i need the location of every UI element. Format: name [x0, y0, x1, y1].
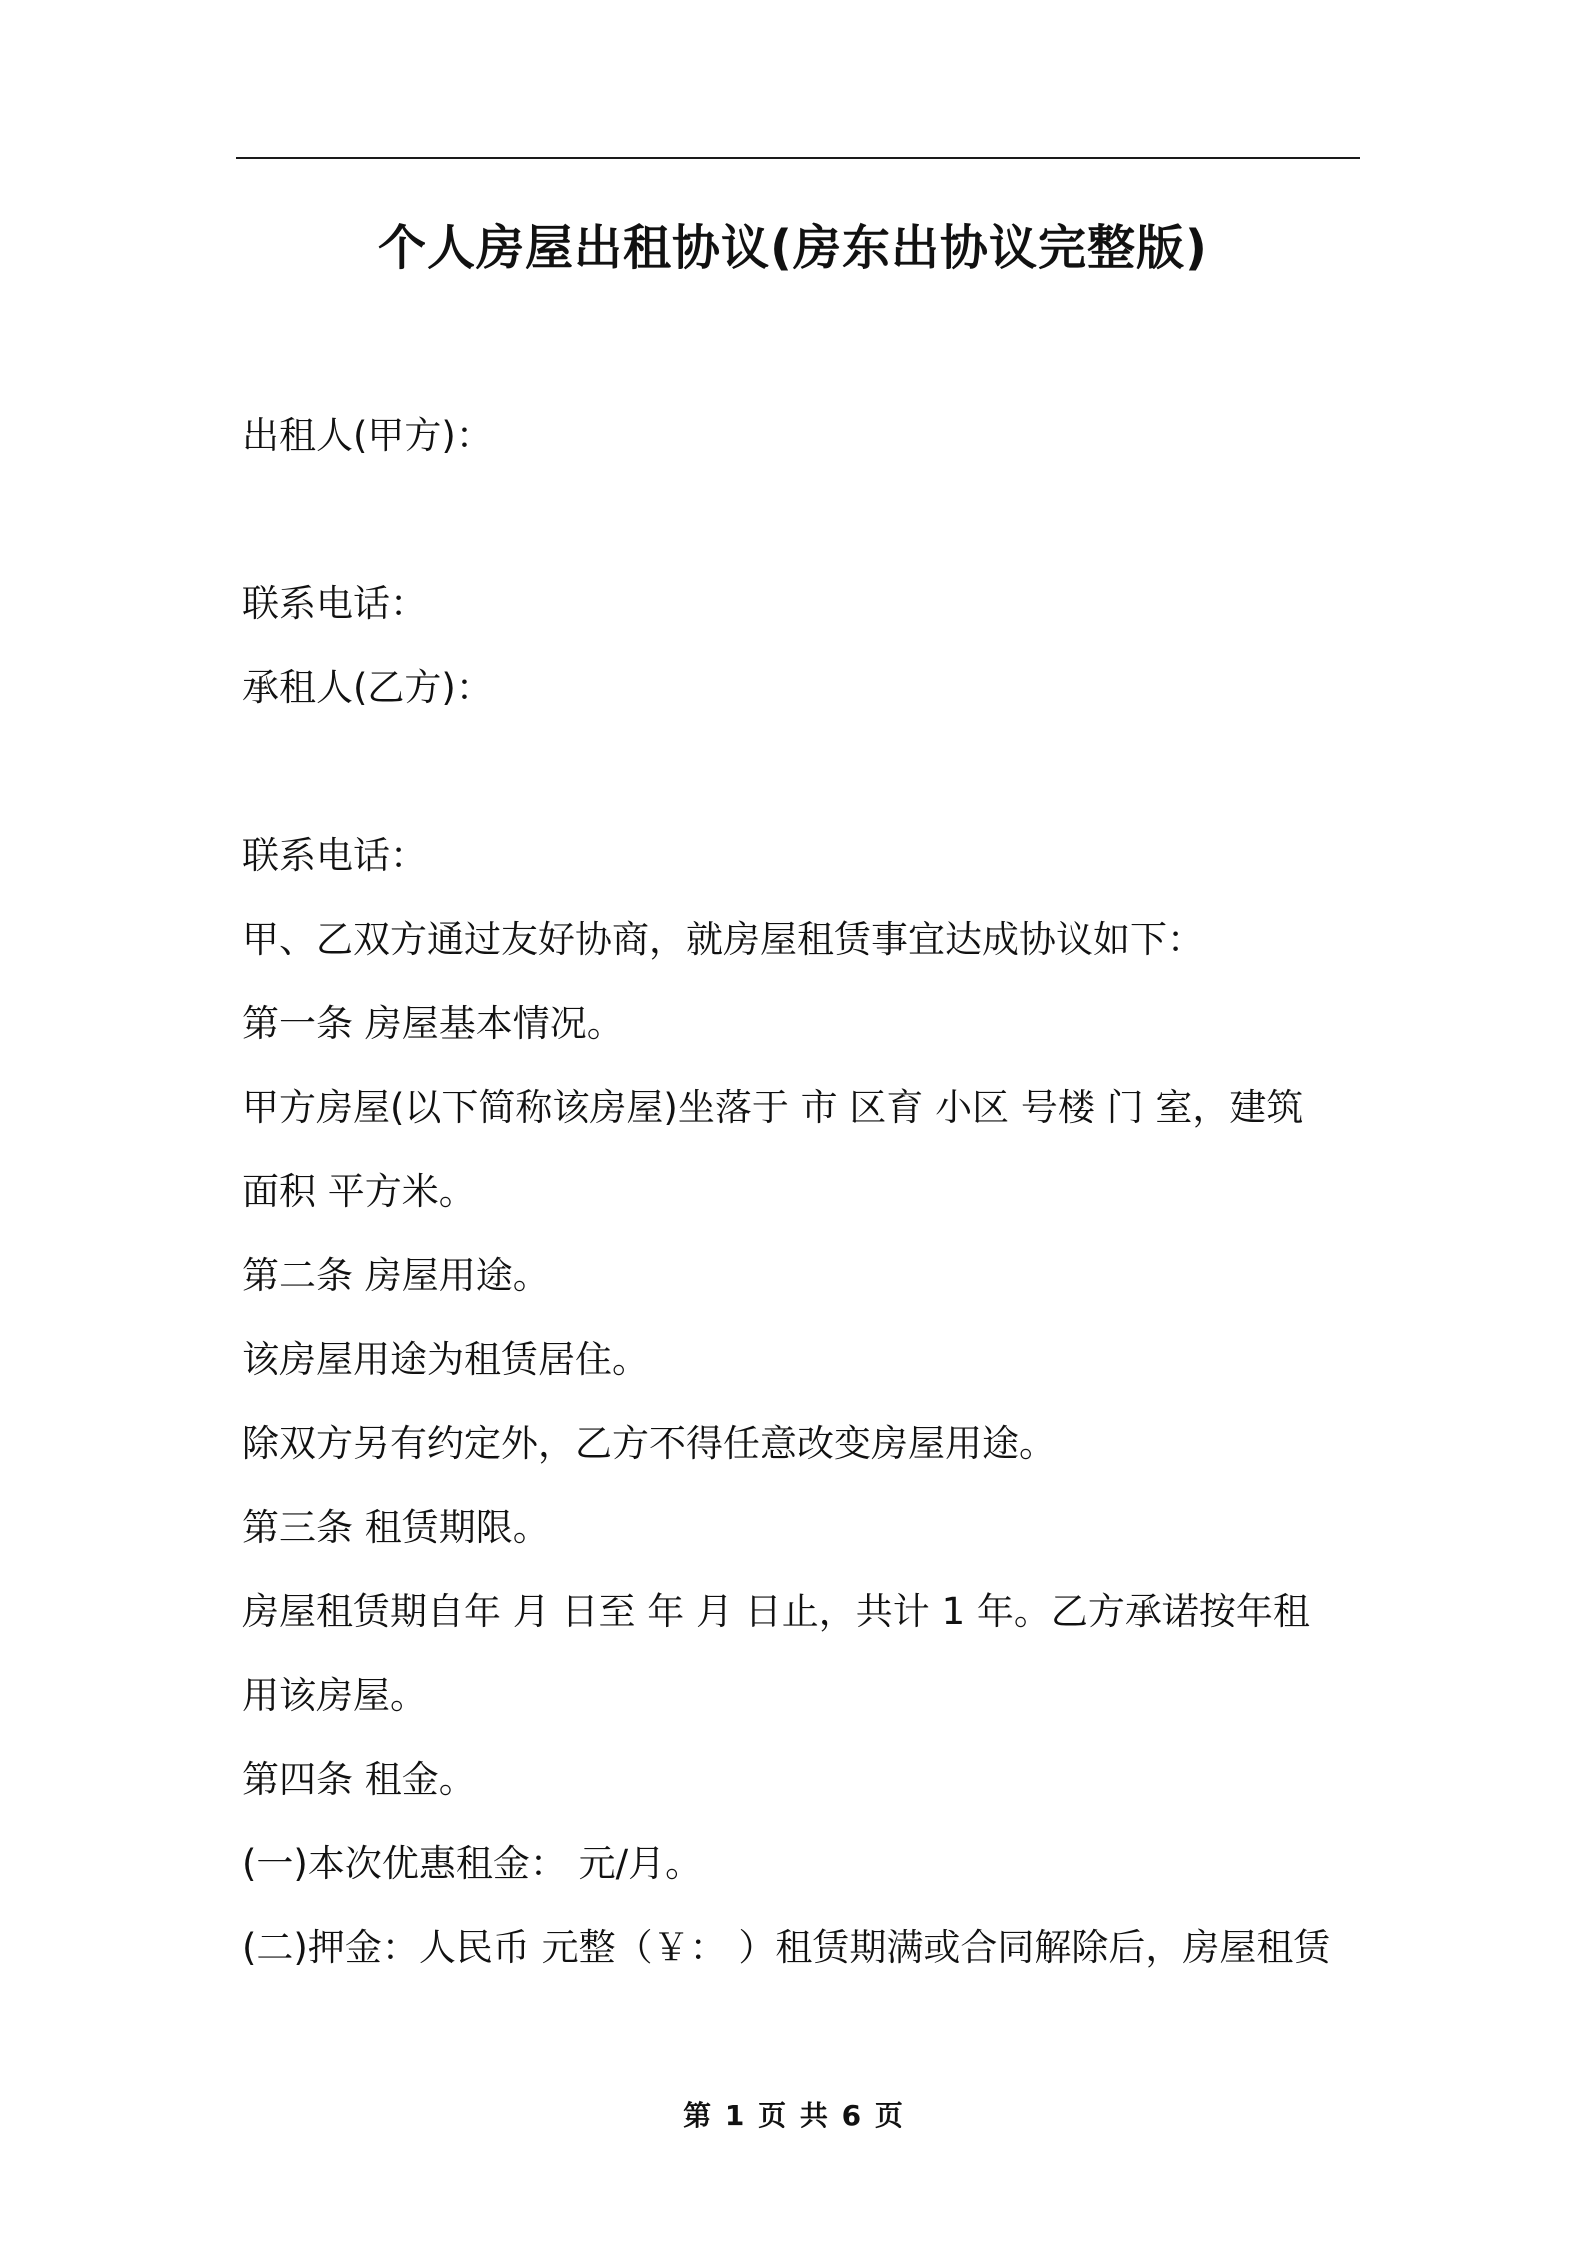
article-2-heading: 第二条 房屋用途。: [242, 1254, 550, 1297]
article-4-item-1: (一)本次优惠租金： 元/月。: [242, 1842, 703, 1885]
article-1-body-line-1: 甲方房屋(以下简称该房屋)坐落于 市 区育 小区 号楼 门 室，建筑: [242, 1086, 1304, 1129]
article-3-body-line-1: 房屋租赁期自年 月 日至 年 月 日止，共计 1 年。乙方承诺按年租: [242, 1590, 1310, 1633]
article-3-heading: 第三条 租赁期限。: [242, 1506, 550, 1549]
article-3-body-line-2: 用该房屋。: [242, 1674, 427, 1717]
page-footer: 第 1 页 共 6 页: [683, 2099, 903, 2132]
article-1-heading: 第一条 房屋基本情况。: [242, 1002, 624, 1045]
document-title: 个人房屋出租协议(房东出协议完整版): [378, 220, 1208, 276]
lessor-line: 出租人(甲方)：: [242, 414, 493, 457]
article-2-body-line-2: 除双方另有约定外，乙方不得任意改变房屋用途。: [242, 1422, 1056, 1465]
preamble-line: 甲、乙双方通过友好协商，就房屋租赁事宜达成协议如下：: [242, 918, 1204, 961]
article-4-item-2: (二)押金：人民币 元整（￥： ）租赁期满或合同解除后，房屋租赁: [242, 1926, 1331, 1969]
lessor-phone-line: 联系电话：: [242, 582, 427, 625]
lessee-line: 承租人(乙方)：: [242, 666, 493, 709]
article-4-heading: 第四条 租金。: [242, 1758, 476, 1801]
header-rule: [236, 157, 1360, 159]
article-2-body-line-1: 该房屋用途为租赁居住。: [242, 1338, 649, 1381]
article-1-body-line-2: 面积 平方米。: [242, 1170, 476, 1213]
lessee-phone-line: 联系电话：: [242, 834, 427, 877]
